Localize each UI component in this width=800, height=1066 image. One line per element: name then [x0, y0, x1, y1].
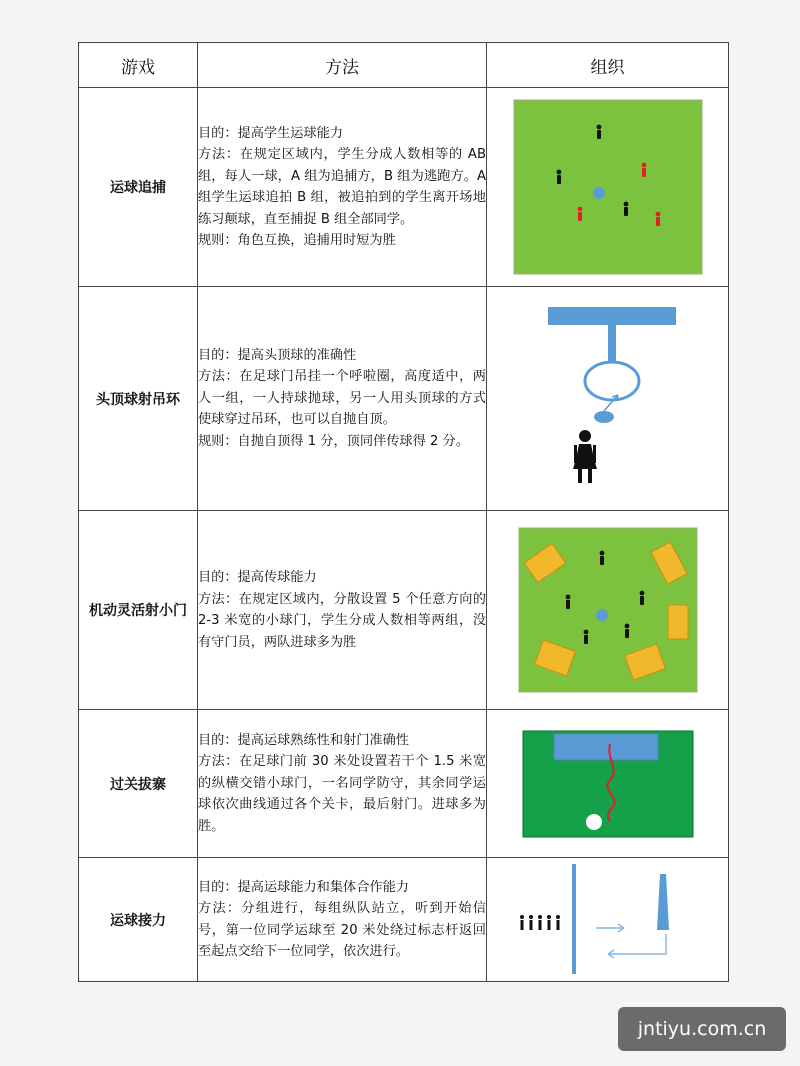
header-organization: 组织 — [487, 43, 729, 88]
ball-icon — [593, 187, 605, 199]
goal-crossbar — [548, 307, 676, 325]
outbound-arrow — [596, 924, 624, 932]
method-steps: 方法：在规定区域内，学生分成人数相等的 AB 组，每人一球，A 组为追捕方，B 组为逃跑方。A 组学生运球追拍 B 组，被追拍到的学生离开场地练习颠球，直至捕捉 B 组全部同学。 — [198, 147, 486, 227]
goal-post — [608, 325, 616, 363]
ball-icon — [596, 609, 608, 621]
table-row — [79, 511, 729, 710]
player-black-icon — [583, 630, 588, 644]
games-table — [78, 42, 729, 982]
game-name: 机动灵活射小门 — [79, 511, 198, 710]
organization-diagram-checkpoints — [487, 710, 729, 858]
method-purpose: 目的：提高头顶球的准确性 — [198, 347, 357, 363]
table-row — [79, 88, 729, 287]
organization-diagram-header-hoop — [487, 287, 729, 511]
method-purpose: 目的：提高运球熟练性和射门准确性 — [198, 732, 409, 748]
game-method — [198, 710, 487, 858]
field — [514, 100, 702, 274]
header-game: 游戏 — [79, 43, 198, 88]
ball-path-arrow — [604, 395, 618, 411]
method-purpose: 目的：提高运球能力和集体合作能力 — [198, 879, 409, 895]
method-steps: 方法：在足球门前 30 米处设置若干个 1.5 米宽的纵横交错小球门，一名同学防守，其余同学运球依次曲线通过各个关卡，最后射门。进球多为胜。 — [198, 754, 486, 834]
method-steps: 方法：在规定区域内，分散设置 5 个任意方向的 2-3 米宽的小球门，学生分成人数相等两组，没有守门员，两队进球多为胜 — [198, 591, 486, 650]
marker-pole-icon — [657, 874, 669, 930]
game-name: 头顶球射吊环 — [79, 287, 198, 511]
player-black-icon — [599, 551, 604, 565]
method-purpose: 目的：提高学生运球能力 — [198, 125, 344, 141]
person-icon — [573, 430, 597, 483]
player-black-icon — [556, 170, 561, 184]
ball-icon — [594, 411, 614, 423]
player-red-icon — [641, 163, 646, 177]
method-steps: 方法：分组进行，每组纵队站立，听到开始信号，第一位同学运球至 20 米处绕过标志杆返回至起点交给下一位同学，依次进行。 — [198, 901, 486, 959]
table-row — [79, 710, 729, 858]
return-arrow — [608, 934, 666, 958]
game-name: 运球追捕 — [79, 88, 198, 287]
table-header-row — [79, 43, 729, 88]
player-black-icon — [565, 595, 570, 609]
header-method: 方法 — [198, 43, 487, 88]
method-rule: 规则：角色互换，追捕用时短为胜 — [198, 233, 396, 248]
method-steps: 方法：在足球门吊挂一个呼啦圈，高度适中，两人一组，一人持球抛球，另一人用头顶球的方式使球穿过吊环，也可以自抛自顶。 — [198, 369, 486, 428]
organization-diagram-small-goals — [487, 511, 729, 710]
player-red-icon — [655, 212, 660, 226]
game-method — [198, 88, 487, 287]
game-method — [198, 511, 487, 710]
method-purpose: 目的：提高传球能力 — [198, 570, 317, 585]
player-row-icon — [520, 915, 560, 930]
ball-icon — [586, 814, 602, 830]
organization-diagram-relay — [487, 858, 729, 982]
hoop-icon — [585, 362, 639, 400]
game-method — [198, 858, 487, 982]
player-red-icon — [577, 207, 582, 221]
player-black-icon — [623, 202, 628, 216]
organization-diagram-dribble-chase — [487, 88, 729, 287]
table-row — [79, 287, 729, 511]
player-black-icon — [639, 591, 644, 605]
game-method — [198, 287, 487, 511]
table-row — [79, 858, 729, 982]
method-rule: 规则：自抛自顶得 1 分，顶同伴传球得 2 分。 — [198, 433, 469, 449]
game-name: 过关拔寨 — [79, 710, 198, 858]
game-name: 运球接力 — [79, 858, 198, 982]
start-line — [572, 864, 576, 974]
small-goal — [668, 605, 688, 639]
player-black-icon — [624, 624, 629, 638]
player-black-icon — [596, 125, 601, 139]
goal — [554, 734, 658, 760]
watermark: jntiyu.com.cn — [618, 1007, 786, 1051]
